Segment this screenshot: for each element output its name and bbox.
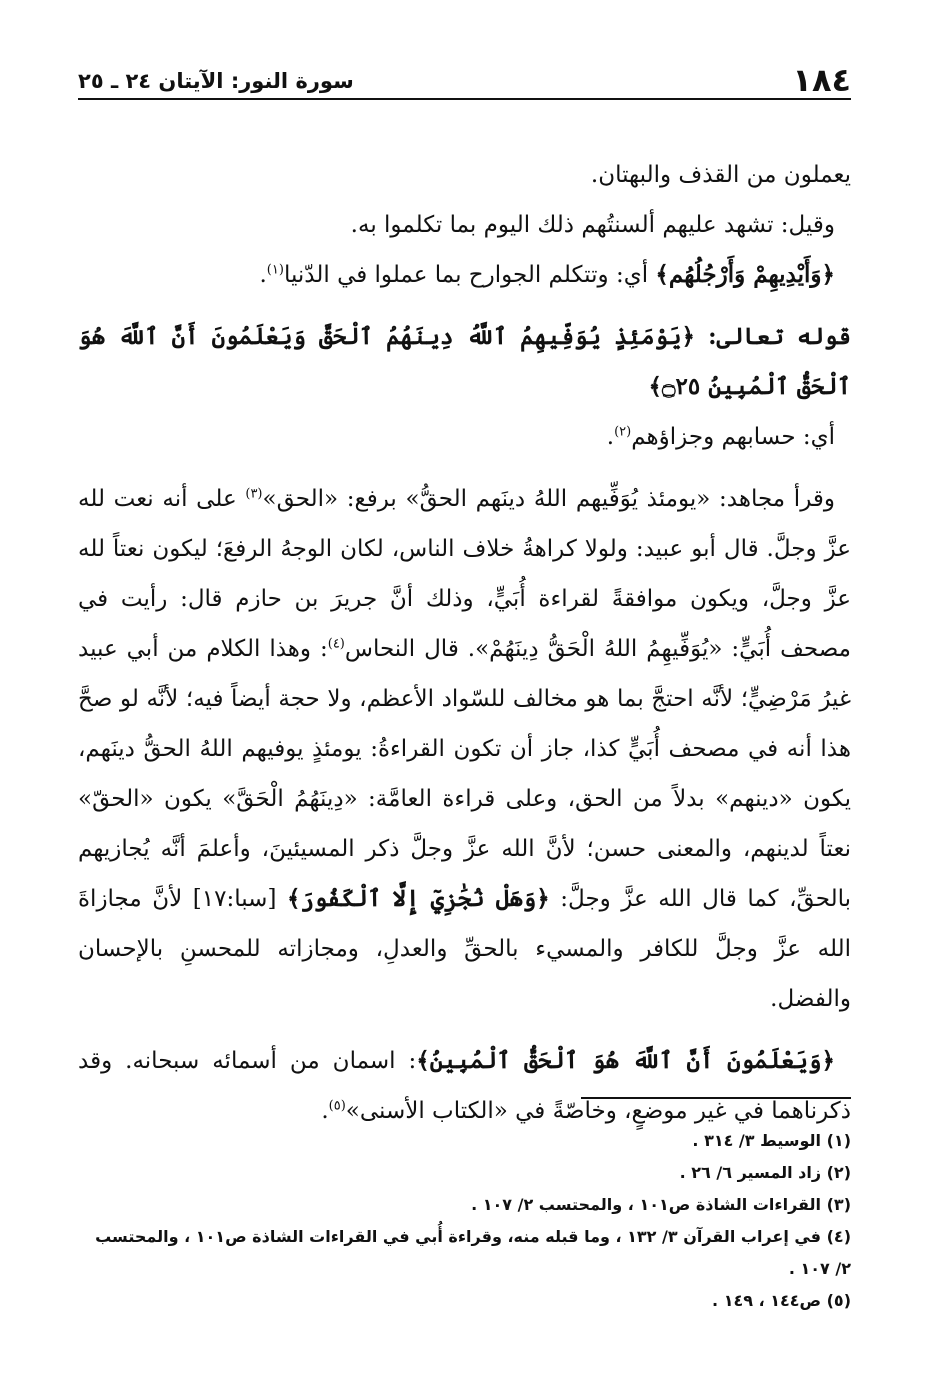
footnote-1: (١) الوسيط ٣/ ٣١٤ .	[692, 1131, 851, 1150]
paragraph-text: وقيل: تشهد عليهم ألسنتُهم ذلك اليوم بما تكلموا به.	[350, 212, 835, 238]
paragraph-text: : اسمان من أسمائه سبحانه. وقد ذكرناهما في غير موضعٍ، وخاصّةً في «الكتاب الأسنى»	[78, 1048, 851, 1124]
paragraph-1	[78, 150, 851, 200]
paragraph-7	[78, 1036, 851, 1136]
page-number: ١٨٤	[792, 61, 851, 99]
main-text	[78, 150, 851, 1136]
page-header	[78, 62, 851, 100]
paragraph-text: .	[321, 1098, 329, 1124]
footnote-4: (٤) في إعراب القرآن ٣/ ١٣٢ ، وما قبله منه، وقراءة أُبي في القراءات الشاذة ص١٠١ ، والمحتسب ٢/ ١٠٧ .	[95, 1227, 851, 1278]
paragraph-text: : وهذا الكلام من أبي عبيد غيرُ مَرْضِيٍّ؛ لأنَّه احتجَّ بما هو مخالف للسّواد الأعظم، ولا حجة أيضاً فيه؛ لأنَّه لو صحَّ هذا أنه في مصحف أُبَيٍّ كذا، جاز أن تكون القراءةُ: يومئذٍ يوفيهم اللهُ الحقُّ دينَهم، يكون «دينهم» بدلاً من الحق، وعلى قراءة العامَّة: «دِينَهُمُ الْحَقَّ» يكون «الحقّ» نعتاً لدينهم، والمعنى حسن؛ لأنَّ الله عزَّ وجلَّ ذكر المسيئينَ، وأعلمَ أنَّه يُجازيهم بالحقِّ، كما قال الله عزَّ وجلَّ:	[78, 636, 852, 912]
footnotes	[78, 1125, 851, 1317]
paragraph-6	[78, 474, 851, 1024]
footnote-ref: (١)	[266, 262, 284, 278]
footnote-ref: (٤)	[327, 636, 345, 652]
footnote-3: (٣) القراءات الشاذة ص١٠١ ، والمحتسب ٢/ ١٠٧ .	[471, 1195, 851, 1214]
verse-lead: قوله تعالى:	[695, 323, 852, 350]
paragraph-text: على أنه نعت لله عزَّ وجلَّ. قال أبو عبيد: ولولا كراهةُ خلاف الناس، لكان الوجهُ الرفعَ؛ ليكون نعتاً لله عزَّ وجلَّ، ويكون موافقةً لقراءة أُبَيٍّ، وذلك أنَّ جريرَ بن حازم قال: رأيت في مصحف أُبَيٍّ: «يُوَفِّيهِمُ اللهُ الْحَقُّ دِينَهُمْ». قال النحاس	[78, 486, 851, 662]
paragraph-text: يعملون من القذف والبهتان.	[590, 162, 851, 188]
paragraph-2	[78, 200, 851, 250]
paragraph-text: .	[606, 424, 615, 450]
paragraph-5	[78, 412, 851, 462]
paragraph-text: وقرأ مجاهد: «يومئذ يُوَفِّيهم اللهُ دينَهم الحقُّ» برفع: «الحق»	[262, 486, 835, 512]
running-head: سورة النور: الآيتان ٢٤ ـ ٢٥	[78, 69, 354, 93]
footnote-5: (٥) ص١٤٤ ، ١٤٩ .	[712, 1291, 851, 1310]
quran-verse: ﴿يَوْمَئِذٍ يُوَفِّيهِمُ ٱللَّهُ دِينَهُمُ ٱلْحَقَّ وَيَعْلَمُونَ أَنَّ ٱللَّهَ هُوَ ٱلْحَقُّ ٱلْمُبِينُ ۝٢٥﴾	[78, 323, 851, 400]
footnote-ref: (٣)	[245, 486, 263, 502]
paragraph-text: .	[259, 262, 267, 288]
verse-heading	[78, 312, 851, 412]
quran-verse: ﴿وَهَلْ نُجَٰزِيٓ إِلَّا ٱلْكَفُورَ﴾	[286, 885, 550, 912]
quran-verse: ﴿وَأَيْدِيهِمْ وَأَرْجُلُهُم﴾	[655, 261, 835, 288]
footnote-2: (٢) زاد المسير ٦/ ٢٦ .	[679, 1163, 851, 1182]
footnote-divider	[581, 1097, 851, 1099]
paragraph-text: [سبا:١٧] لأنَّ مجازاةَ الله عزَّ وجلَّ للكافر والمسيء بالحقِّ والعدلِ، ومجازاته للمحسنِ بالإحسان والفضل.	[78, 886, 851, 1012]
paragraph-text: أي: وتتكلم الجوارح بما عملوا في الدّنيا	[283, 262, 656, 288]
paragraph-text: أي: حسابهم وجزاؤهم	[631, 424, 835, 450]
footnote-ref: (٢)	[614, 424, 632, 440]
paragraph-3	[78, 250, 851, 300]
footnote-ref: (٥)	[328, 1098, 346, 1114]
quran-verse: ﴿وَيَعْلَمُونَ أَنَّ ٱللَّهَ هُوَ ٱلْحَقُّ ٱلْمُبِينُ﴾	[416, 1047, 835, 1074]
